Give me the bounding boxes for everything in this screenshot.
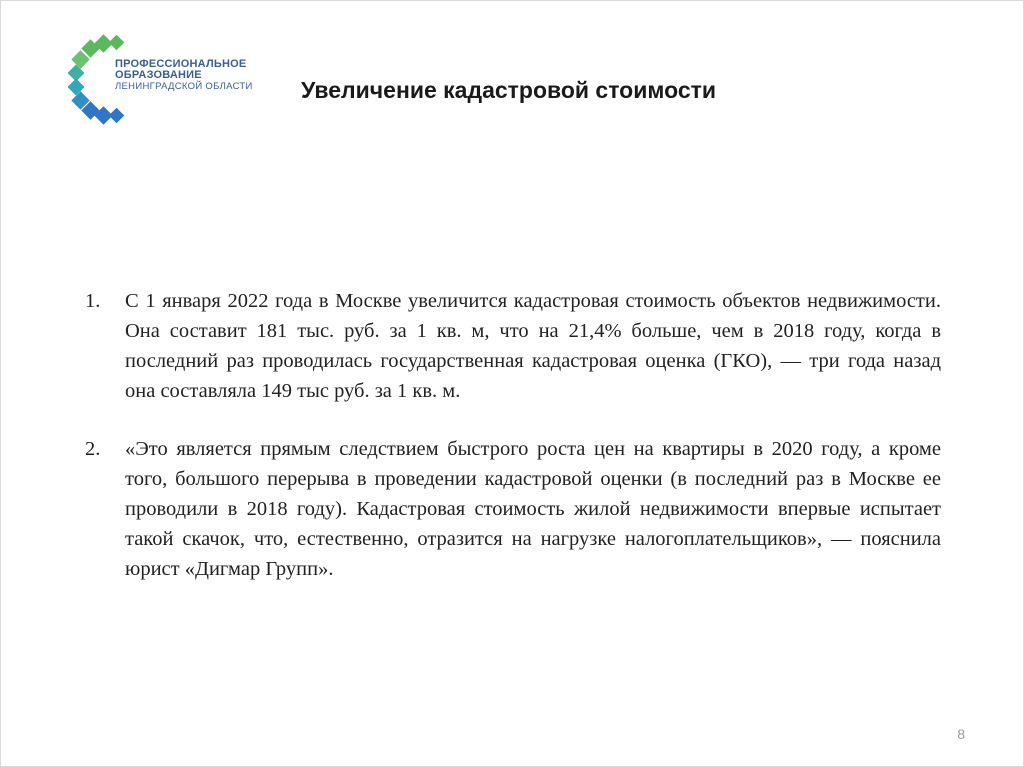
list-item: [85, 434, 941, 584]
list-item-number: 2.: [85, 438, 101, 460]
logo-text: [115, 59, 253, 92]
logo: [67, 31, 257, 127]
list-item-text: С 1 января 2022 года в Москве увеличится кадастровая стоимость объектов недвижимости. Она составит 181 тыс. руб. за 1 кв. м, что на 21,4% больше, чем в 2018 году, когда в последний раз проводилась государственная кадастровая оценка (ГКО), — три года назад она составляла 149 тыс руб. за 1 кв. м.: [125, 290, 941, 402]
list-item-text: «Это является прямым следствием быстрого роста цен на квартиры в 2020 году, а кроме того, большого перерыва в проведении кадастровой оценки (в последний раз в Москве ее проводили в 2018 году). Кадастровая стоимость жилой недвижимости впервые испытает такой скачок, что, естественно, отразится на нагрузке налогоплательщиков», — пояснила юрист «Дигмар Групп».: [125, 438, 941, 580]
list-item-number: 1.: [85, 290, 101, 312]
logo-line-1: ПРОФЕССИОНАЛЬНОЕ: [115, 58, 247, 70]
numbered-list: [85, 286, 941, 612]
page-number: 8: [957, 726, 965, 742]
slide-title: Увеличение кадастровой стоимости: [301, 77, 717, 103]
logo-line-3: ЛЕНИНГРАДСКОЙ ОБЛАСТИ: [115, 81, 253, 92]
logo-line-2: ОБРАЗОВАНИЕ: [115, 69, 202, 81]
list-item: [85, 286, 941, 406]
